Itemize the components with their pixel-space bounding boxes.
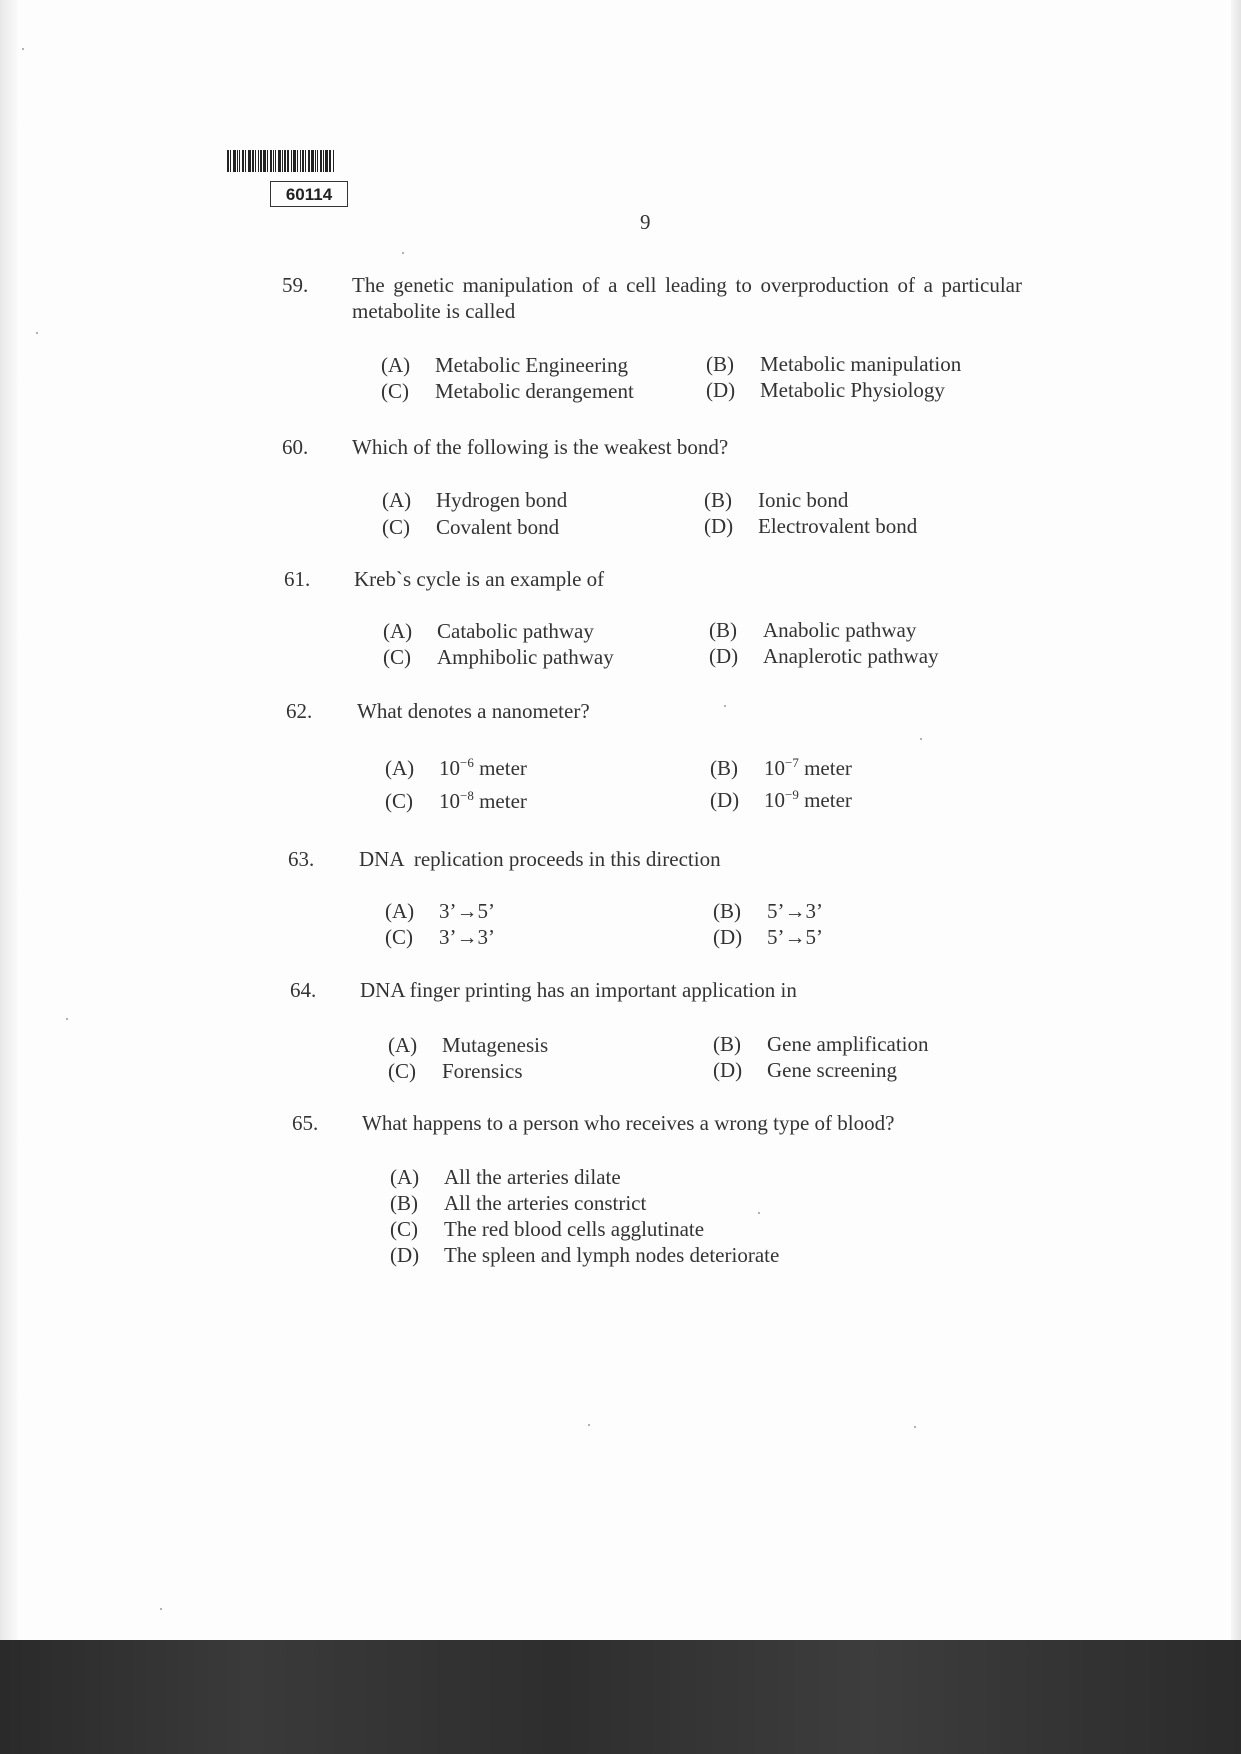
barcode-bar xyxy=(275,150,276,172)
barcode-bar xyxy=(302,150,304,172)
barcode-bar xyxy=(227,150,229,172)
option-a: (A) Catabolic pathway xyxy=(383,619,594,643)
barcode-bar xyxy=(237,150,238,172)
paper-code: 60114 xyxy=(270,181,348,207)
barcode-bar xyxy=(297,150,298,172)
barcode-bar xyxy=(267,150,268,172)
scan-speck xyxy=(588,1424,590,1426)
barcode-bar xyxy=(242,150,244,172)
scan-speck xyxy=(402,252,404,254)
barcode-bar xyxy=(293,150,296,172)
scanner-bed-edge xyxy=(0,1640,1241,1754)
scan-speck xyxy=(66,1018,68,1020)
barcode-bar xyxy=(278,150,281,172)
scan-right-edge xyxy=(1231,0,1241,1640)
option-b: (B) Metabolic manipulation xyxy=(706,352,962,376)
option-d: (D) 5’→5’ xyxy=(713,925,823,949)
option-c: (C) $10^{-8}$ meter xyxy=(385,788,527,813)
option-c: (C) Amphibolic pathway xyxy=(383,645,614,669)
barcode-bar xyxy=(317,150,318,172)
barcode-bar xyxy=(320,150,322,172)
question-number: 61. xyxy=(284,567,311,591)
question-number: 62. xyxy=(286,699,313,723)
page-number: 9 xyxy=(640,210,651,234)
barcode-bar xyxy=(323,150,324,172)
option-b: (B) $10^{-7}$ meter xyxy=(710,755,852,780)
question-number: 59. xyxy=(282,273,309,297)
barcode-bar xyxy=(260,150,262,172)
question-number: 64. xyxy=(290,978,317,1002)
option-c: (C) Covalent bond xyxy=(382,515,560,539)
barcode-bar xyxy=(248,150,251,172)
scan-speck xyxy=(36,332,38,334)
option-c: (C) Metabolic derangement xyxy=(381,379,634,403)
option-a: (A) Mutagenesis xyxy=(388,1033,549,1057)
barcode-bar xyxy=(311,150,314,172)
question-number: 63. xyxy=(288,847,315,871)
barcode-bar xyxy=(270,150,272,172)
option-b: (B) Ionic bond xyxy=(704,488,849,512)
option-c: (C) Forensics xyxy=(388,1059,523,1083)
barcode-bar xyxy=(263,150,266,172)
barcode-bar xyxy=(258,150,259,172)
question-number: 65. xyxy=(292,1111,319,1135)
barcode-bar xyxy=(239,150,240,172)
option-a: (A) Metabolic Engineering xyxy=(381,353,629,377)
option-a: (A) All the arteries dilate xyxy=(390,1165,621,1189)
barcode-bar xyxy=(300,150,301,172)
question-text: DNA replication proceeds in this direction xyxy=(359,847,721,871)
option-b: (B) Anabolic pathway xyxy=(709,618,917,642)
barcode-bar xyxy=(284,150,286,172)
barcode-bar xyxy=(252,150,254,172)
scan-left-edge xyxy=(0,0,18,1640)
option-b: (B) Gene amplification xyxy=(713,1032,929,1056)
scan-speck xyxy=(160,1608,162,1610)
barcode-bar xyxy=(315,150,316,172)
option-a: (A) Hydrogen bond xyxy=(382,488,568,512)
barcode-bar xyxy=(273,150,274,172)
question-text: What denotes a nanometer? xyxy=(357,699,590,723)
barcode-bar xyxy=(245,150,246,172)
barcode-bar xyxy=(282,150,283,172)
option-a: (A) 3’→5’ xyxy=(385,899,495,923)
scan-speck xyxy=(758,1212,760,1214)
question-number: 60. xyxy=(282,435,309,459)
barcode-bar xyxy=(287,150,289,172)
option-d: (D) $10^{-9}$ meter xyxy=(710,787,852,812)
barcode-bar xyxy=(325,150,328,172)
barcode-bar xyxy=(305,150,306,172)
question-text: DNA finger printing has an important application in xyxy=(360,978,797,1002)
barcode-bar xyxy=(255,150,256,172)
barcode-bar xyxy=(291,150,292,172)
barcode xyxy=(227,150,357,172)
option-a: (A) $10^{-6}$ meter xyxy=(385,755,527,780)
question-text: The genetic manipulation of a cell leading to overproduction of a particular metabolite is called xyxy=(352,273,1022,323)
question-text: Which of the following is the weakest bond? xyxy=(352,435,729,459)
barcode-bar xyxy=(233,150,236,172)
scan-speck xyxy=(914,1426,916,1428)
option-c: (C) 3’→3’ xyxy=(385,925,495,949)
option-b: (B) All the arteries constrict xyxy=(390,1191,647,1215)
scan-speck xyxy=(22,48,24,50)
barcode-bar xyxy=(329,150,331,172)
scan-speck xyxy=(920,738,922,740)
option-d: (D) The spleen and lymph nodes deteriorate xyxy=(390,1243,780,1267)
question-text: What happens to a person who receives a wrong type of blood? xyxy=(362,1111,895,1135)
question-text: Kreb`s cycle is an example of xyxy=(354,567,605,591)
option-d: (D) Gene screening xyxy=(713,1058,898,1082)
option-d: (D) Metabolic Physiology xyxy=(706,378,945,402)
option-d: (D) Anaplerotic pathway xyxy=(709,644,939,668)
barcode-bar xyxy=(230,150,231,172)
scan-speck xyxy=(724,705,726,707)
barcode-bar xyxy=(333,150,334,172)
option-c: (C) The red blood cells agglutinate xyxy=(390,1217,705,1241)
barcode-bar xyxy=(308,150,310,172)
option-b: (B) 5’→3’ xyxy=(713,899,823,923)
option-d: (D) Electrovalent bond xyxy=(704,514,918,538)
